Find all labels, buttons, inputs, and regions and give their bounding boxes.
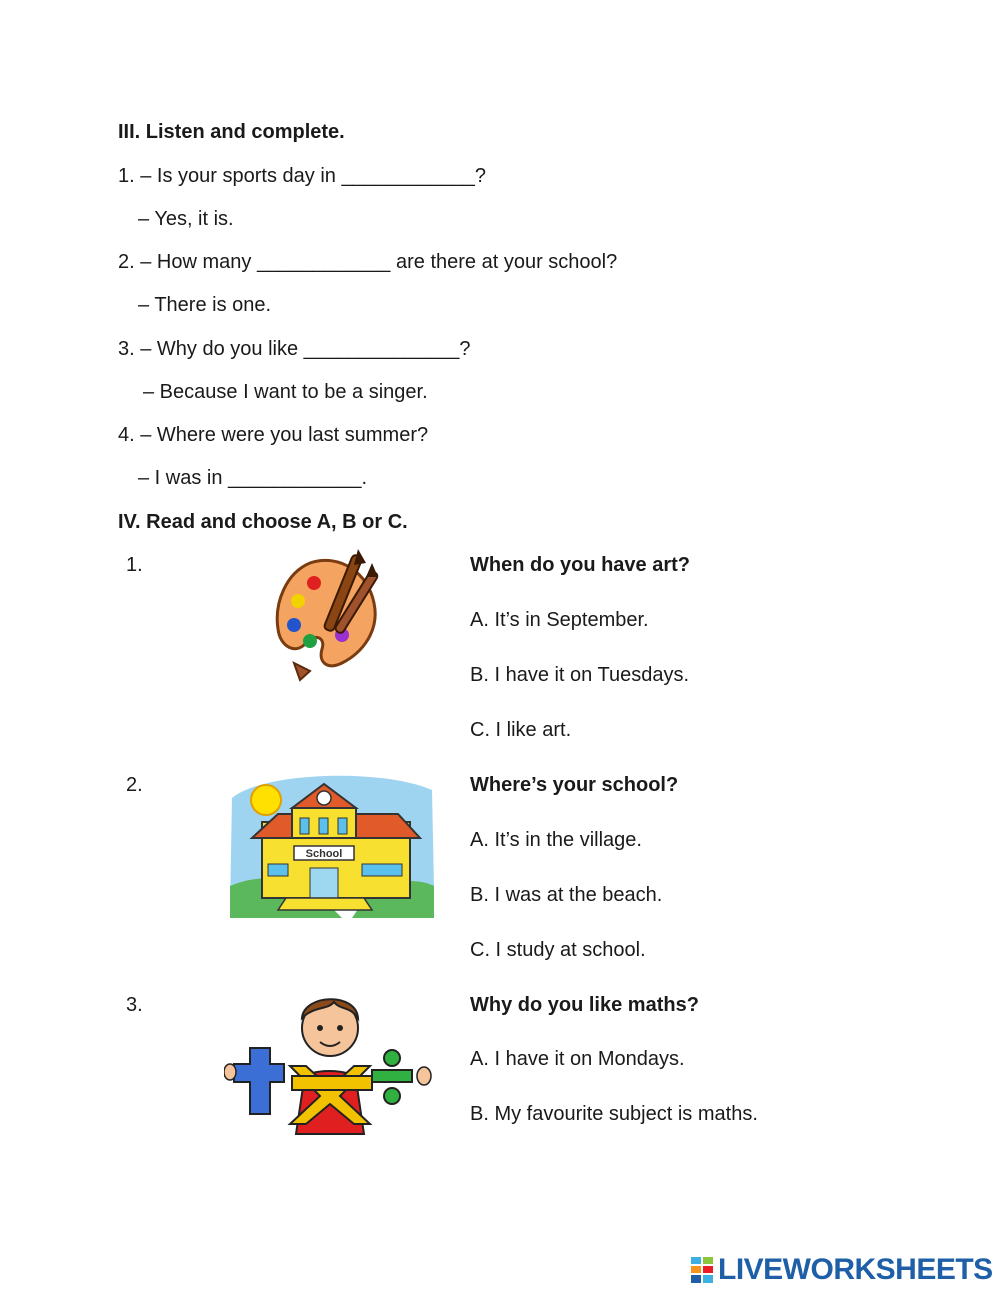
item-3-option-b[interactable]: B. My favourite subject is maths.: [470, 1103, 758, 1125]
liveworksheets-logo: [690, 1253, 993, 1287]
art-palette-illustration: [270, 545, 390, 690]
school-sign-text: School: [305, 848, 343, 860]
section-3-heading: III. Listen and complete.: [118, 121, 345, 143]
item-2-number: 2.: [126, 774, 143, 796]
item-1-number: 1.: [126, 554, 143, 576]
answer-4: – I was in ____________.: [138, 467, 368, 489]
maths-boy-illustration: [224, 988, 434, 1141]
item-2-question: Where’s your school?: [470, 774, 679, 796]
item-3-number: 3.: [126, 994, 143, 1016]
item-1-option-b[interactable]: B. I have it on Tuesdays.: [470, 664, 690, 686]
answer-2: – There is one.: [138, 294, 272, 316]
item-3-question: Why do you like maths?: [470, 994, 699, 1016]
item-2-option-a[interactable]: A. It’s in the village.: [470, 829, 642, 851]
item-2-option-b[interactable]: B. I was at the beach.: [470, 884, 663, 906]
section-4-heading: IV. Read and choose A, B or C.: [118, 511, 408, 533]
question-3: 3. – Why do you like ______________?: [118, 338, 471, 360]
question-2: 2. – How many ____________ are there at your school?: [118, 251, 618, 273]
logo-text: LIVEWORKSHEETS: [718, 1253, 993, 1286]
item-3-option-a[interactable]: A. I have it on Mondays.: [470, 1048, 685, 1070]
answer-1: – Yes, it is.: [138, 208, 234, 230]
logo-mark-icon: [690, 1256, 714, 1284]
answer-3: – Because I want to be a singer.: [143, 381, 428, 403]
school-building-illustration: [222, 768, 438, 929]
item-1-option-c[interactable]: C. I like art.: [470, 719, 572, 741]
item-1-question: When do you have art?: [470, 554, 691, 576]
question-4: 4. – Where were you last summer?: [118, 424, 429, 446]
question-1: 1. – Is your sports day in ____________?: [118, 165, 487, 187]
item-2-option-c[interactable]: C. I study at school.: [470, 939, 646, 961]
item-1-option-a[interactable]: A. It’s in September.: [470, 609, 649, 631]
